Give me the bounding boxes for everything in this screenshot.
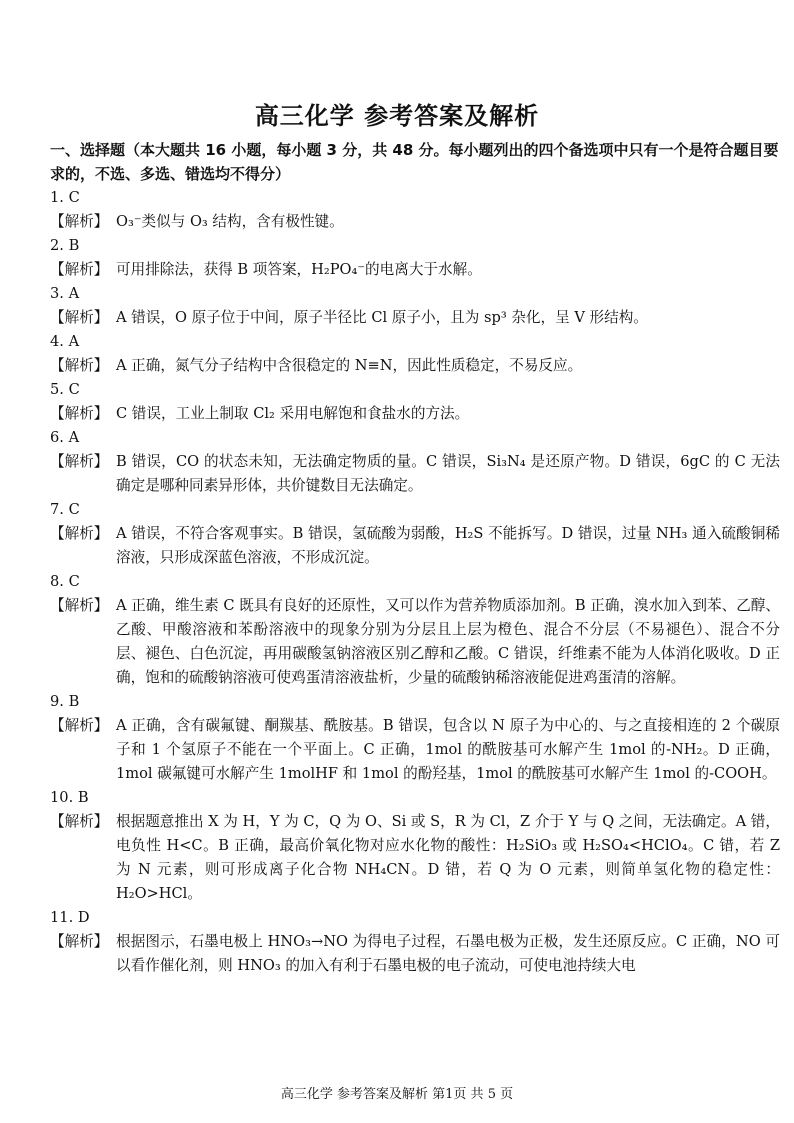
explanation: [50, 402, 780, 426]
question-number: 1. C: [50, 189, 80, 206]
explanation-label: 【解析】: [50, 453, 109, 470]
explanation: [50, 714, 780, 786]
explanation-text: 可用排除法，获得 B 项答案，H₂PO₄⁻的电离大于水解。: [116, 261, 482, 278]
explanation: [50, 450, 780, 498]
explanation-label: 【解析】: [50, 597, 109, 614]
explanation-text: A 正确，氮气分子结构中含很稳定的 N≡N，因此性质稳定，不易反应。: [116, 357, 583, 374]
explanation-label: 【解析】: [50, 309, 109, 326]
explanation: [50, 810, 780, 906]
explanation-text: 根据图示，石墨电极上 HNO₃→NO 为得电子过程，石墨电极为正极，发生还原反应。C 正确，NO 可以看作催化剂，则 HNO₃ 的加入有利于石墨电极的电子流动，可使电池持续大电: [116, 933, 780, 974]
question-number: 9. B: [50, 693, 80, 710]
explanation-label: 【解析】: [50, 213, 109, 230]
explanation-text: O₃⁻类似与 O₃ 结构，含有极性键。: [116, 213, 344, 230]
explanation: [50, 354, 780, 378]
answer-list: [50, 186, 780, 978]
page-title: 高三化学 参考答案及解析: [254, 102, 540, 130]
explanation-label: 【解析】: [50, 813, 109, 830]
explanation-text: A 错误，O 原子位于中间，原子半径比 Cl 原子小，且为 sp³ 杂化，呈 V 形结构。: [116, 309, 648, 326]
explanation-text: A 正确，含有碳氟键、酮羰基、酰胺基。B 错误，包含以 N 原子为中心的、与之直接相连的 2 个碳原子和 1 个氢原子不能在一个平面上。C 正确，1mol 的酰胺基可水解产生 1mol 的-NH₂。D 正确，1mol 碳氟键可水解产生 1molHF 和 1mol 的酚羟基，1mol 的酰胺基可水解产生 1mol 的-COOH。: [116, 717, 780, 782]
question-number: 8. C: [50, 573, 80, 590]
explanation-label: 【解析】: [50, 261, 109, 278]
explanation: [50, 258, 780, 282]
question-number: 11. D: [50, 909, 90, 926]
explanation-label: 【解析】: [50, 405, 109, 422]
question-number: 3. A: [50, 285, 80, 302]
explanation: [50, 930, 780, 978]
explanation-text: A 错误，不符合客观事实。B 错误，氢硫酸为弱酸，H₂S 不能拆写。D 错误，过量 NH₃ 通入硫酸铜稀溶液，只形成深蓝色溶液，不形成沉淀。: [116, 525, 780, 566]
explanation: [50, 306, 780, 330]
page-footer: 高三化学 参考答案及解析 第1页 共 5 页: [280, 1087, 514, 1102]
explanation: [50, 210, 780, 234]
explanation: [50, 594, 780, 690]
question-number: 7. C: [50, 501, 80, 518]
explanation-label: 【解析】: [50, 525, 109, 542]
question-number: 5. C: [50, 381, 80, 398]
question-number: 2. B: [50, 237, 80, 254]
explanation-label: 【解析】: [50, 717, 109, 734]
explanation-text: B 错误，CO 的状态未知，无法确定物质的量。C 错误，Si₃N₄ 是还原产物。D 错误，6gC 的 C 无法确定是哪种同素异形体，共价键数目无法确定。: [116, 453, 780, 494]
explanation-text: C 错误，工业上制取 Cl₂ 采用电解饱和食盐水的方法。: [116, 405, 470, 422]
question-number: 6. A: [50, 429, 80, 446]
section-heading: 一、选择题（本大题共 16 小题，每小题 3 分，共 48 分。每小题列出的四个备选项中只有一个是符合题目要求的，不选、多选、错选均不得分）: [50, 141, 779, 183]
explanation-label: 【解析】: [50, 933, 109, 950]
explanation-label: 【解析】: [50, 357, 109, 374]
explanation: [50, 522, 780, 570]
question-number: 4. A: [50, 333, 80, 350]
explanation-text: 根据题意推出 X 为 H，Y 为 C，Q 为 O、Si 或 S，R 为 Cl，Z 介于 Y 与 Q 之间，无法确定。A 错，电负性 H<C。B 正确，最高价氧化物对应水化物的酸性：H₂SiO₃ 或 H₂SO₄<HClO₄。C 错，若 Z 为 N 元素，则可形成离子化合物 NH₄CN。D 错，若 Q 为 O 元素，则简单氢化物的稳定性：H₂O>HCl。: [116, 813, 780, 902]
question-number: 10. B: [50, 789, 89, 806]
explanation-text: A 正确，维生素 C 既具有良好的还原性，又可以作为营养物质添加剂。B 正确，溴水加入到苯、乙醇、乙酸、甲酸溶液和苯酚溶液中的现象分别为分层且上层为橙色、混合不分层（不易褪色）、混合不分层、褪色、白色沉淀，再用碳酸氢钠溶液区别乙醇和乙酸。C 错误，纤维素不能为人体消化吸收。D 正确，饱和的硫酸钠溶液可使鸡蛋清溶液盐析，少量的硫酸钠稀溶液能促进鸡蛋清的溶解。: [116, 597, 780, 686]
